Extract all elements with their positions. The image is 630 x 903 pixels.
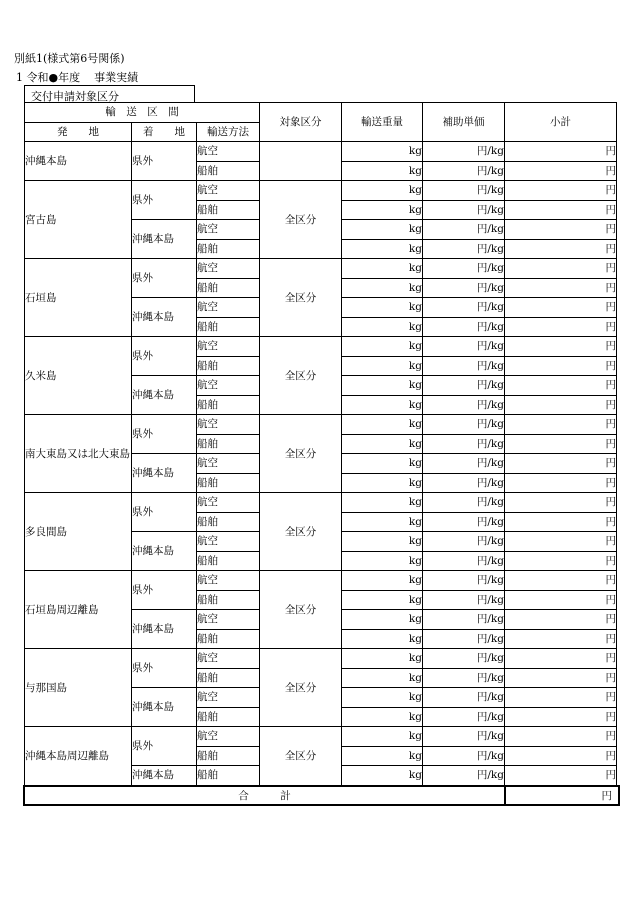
unit-price-cell[interactable] [423, 610, 505, 630]
weight-cell[interactable] [342, 337, 423, 357]
origin-cell: 沖縄本島周辺離島 [25, 727, 132, 786]
section-number: 1 [16, 71, 23, 84]
weight-unit: kg [408, 632, 422, 645]
weight-unit: kg [408, 730, 422, 743]
yen-unit: 円 [605, 457, 616, 470]
origin-cell: 久米島 [25, 337, 132, 415]
price-unit: 円/kg [476, 515, 504, 528]
unit-price-cell[interactable] [423, 532, 505, 552]
origin-cell: 石垣島周辺離島 [25, 571, 132, 649]
subtotal-cell[interactable] [505, 317, 617, 337]
origin-cell: 宮古島 [25, 181, 132, 259]
price-unit: 円/kg [476, 554, 504, 567]
method-cell: 船舶 [197, 551, 260, 571]
method-cell: 船舶 [197, 668, 260, 688]
category-cell[interactable]: 全区分 [260, 181, 342, 259]
weight-cell[interactable] [342, 493, 423, 513]
unit-price-header: 補助単価 [423, 103, 505, 142]
price-unit: 円/kg [476, 613, 504, 626]
table-row [25, 181, 617, 201]
method-cell: 航空 [197, 727, 260, 747]
method-cell: 船舶 [197, 395, 260, 415]
origin-cell: 与那国島 [25, 649, 132, 727]
form-label: 別紙1(様式第6号関係) [14, 52, 125, 65]
unit-price-cell[interactable] [423, 259, 505, 279]
subtotal-cell[interactable] [505, 746, 617, 766]
yen-unit: 円 [605, 418, 616, 431]
weight-cell[interactable] [342, 259, 423, 279]
subtotal-cell[interactable] [505, 200, 617, 220]
koufu-category-label: 交付申請対象区分 [31, 90, 119, 103]
unit-price-cell[interactable] [423, 239, 505, 259]
method-cell: 航空 [197, 688, 260, 708]
yen-unit: 円 [605, 632, 616, 645]
method-cell: 航空 [197, 415, 260, 435]
price-unit: 円/kg [476, 437, 504, 450]
method-cell: 航空 [197, 220, 260, 240]
weight-unit: kg [408, 496, 422, 509]
category-cell[interactable] [260, 142, 342, 181]
yen-unit: 円 [605, 242, 616, 255]
unit-price-cell[interactable] [423, 688, 505, 708]
weight-unit: kg [408, 418, 422, 431]
weight-unit: kg [408, 359, 422, 372]
destination-cell: 沖縄本島 [132, 766, 197, 786]
subtotal-cell[interactable] [505, 649, 617, 669]
weight-unit: kg [408, 749, 422, 762]
yen-unit: 円 [605, 554, 616, 567]
method-cell: 航空 [197, 298, 260, 318]
weight-cell[interactable] [342, 571, 423, 591]
weight-cell[interactable] [342, 298, 423, 318]
origin-cell: 南大東島又は北大東島 [25, 415, 132, 493]
weight-unit: kg [408, 554, 422, 567]
price-unit: 円/kg [476, 710, 504, 723]
weight-cell[interactable] [342, 454, 423, 474]
subtotal-cell[interactable] [505, 668, 617, 688]
method-cell: 航空 [197, 337, 260, 357]
method-cell: 航空 [197, 493, 260, 513]
price-unit: 円/kg [476, 769, 504, 782]
subtotal-cell[interactable] [505, 161, 617, 181]
destination-cell: 沖縄本島 [132, 610, 197, 649]
weight-cell[interactable] [342, 356, 423, 376]
price-unit: 円/kg [476, 749, 504, 762]
yen-unit: 円 [605, 223, 616, 236]
yen-unit: 円 [605, 301, 616, 314]
weight-unit: kg [408, 691, 422, 704]
koufu-category-box[interactable] [24, 85, 195, 103]
subtotal-cell[interactable] [505, 395, 617, 415]
subtotal-cell[interactable] [505, 259, 617, 279]
origin-cell: 沖縄本島 [25, 142, 132, 181]
subtotal-cell[interactable] [505, 766, 617, 786]
weight-unit: kg [408, 203, 422, 216]
total-table [23, 785, 620, 806]
category-cell[interactable]: 全区分 [260, 649, 342, 727]
method-cell: 船舶 [197, 161, 260, 181]
unit-price-cell[interactable] [423, 551, 505, 571]
method-cell: 航空 [197, 376, 260, 396]
price-unit: 円/kg [476, 457, 504, 470]
method-cell: 航空 [197, 181, 260, 201]
weight-unit: kg [408, 145, 422, 158]
yen-unit: 円 [605, 262, 616, 275]
yen-unit: 円 [605, 145, 616, 158]
section-era: 令和 [26, 71, 49, 84]
subtotal-cell[interactable] [505, 142, 617, 162]
yen-unit: 円 [605, 340, 616, 353]
weight-unit: kg [408, 535, 422, 548]
subtotal-cell[interactable] [505, 571, 617, 591]
price-unit: 円/kg [476, 242, 504, 255]
weight-unit: kg [408, 515, 422, 528]
method-cell: 船舶 [197, 434, 260, 454]
destination-cell: 県外 [132, 493, 197, 532]
total-label: 合 計 [24, 786, 505, 805]
unit-price-cell[interactable] [423, 181, 505, 201]
method-cell: 船舶 [197, 473, 260, 493]
subtotal-cell[interactable] [505, 298, 617, 318]
subtotal-cell[interactable] [505, 454, 617, 474]
subtotal-cell[interactable] [505, 512, 617, 532]
subtotal-cell[interactable] [505, 610, 617, 630]
total-unit: 円 [601, 790, 612, 802]
price-unit: 円/kg [476, 652, 504, 665]
destination-cell: 沖縄本島 [132, 298, 197, 337]
weight-cell[interactable] [342, 473, 423, 493]
weight-cell[interactable] [342, 688, 423, 708]
unit-price-cell[interactable] [423, 629, 505, 649]
destination-header: 着 地 [132, 122, 197, 142]
weight-unit: kg [408, 164, 422, 177]
weight-cell[interactable] [342, 707, 423, 727]
weight-cell[interactable] [342, 376, 423, 396]
yen-unit: 円 [605, 164, 616, 177]
subtotal-cell[interactable] [505, 629, 617, 649]
category-cell[interactable]: 全区分 [260, 259, 342, 337]
subtotal-cell[interactable] [505, 376, 617, 396]
subtotal-cell[interactable] [505, 473, 617, 493]
weight-unit: kg [408, 710, 422, 723]
price-unit: 円/kg [476, 593, 504, 606]
weight-unit: kg [408, 457, 422, 470]
method-cell: 船舶 [197, 512, 260, 532]
yen-unit: 円 [605, 574, 616, 587]
destination-cell: 県外 [132, 142, 197, 181]
yen-unit: 円 [605, 671, 616, 684]
category-header: 対象区分 [260, 103, 342, 142]
weight-cell[interactable] [342, 181, 423, 201]
price-unit: 円/kg [476, 145, 504, 158]
method-cell: 船舶 [197, 278, 260, 298]
weight-cell[interactable] [342, 512, 423, 532]
yen-unit: 円 [605, 476, 616, 489]
price-unit: 円/kg [476, 262, 504, 275]
weight-unit: kg [408, 301, 422, 314]
method-cell: 船舶 [197, 317, 260, 337]
weight-unit: kg [408, 671, 422, 684]
yen-unit: 円 [605, 281, 616, 294]
unit-price-cell[interactable] [423, 317, 505, 337]
price-unit: 円/kg [476, 671, 504, 684]
category-cell[interactable]: 全区分 [260, 493, 342, 571]
weight-cell[interactable] [342, 161, 423, 181]
weight-unit: kg [408, 769, 422, 782]
yen-unit: 円 [605, 593, 616, 606]
weight-unit: kg [408, 476, 422, 489]
weight-unit: kg [408, 398, 422, 411]
weight-unit: kg [408, 437, 422, 450]
destination-cell: 沖縄本島 [132, 376, 197, 415]
unit-price-cell[interactable] [423, 415, 505, 435]
weight-cell[interactable] [342, 746, 423, 766]
yen-unit: 円 [605, 398, 616, 411]
destination-cell: 沖縄本島 [132, 454, 197, 493]
total-row [24, 786, 619, 805]
subtotal-cell[interactable] [505, 493, 617, 513]
price-unit: 円/kg [476, 398, 504, 411]
subtotal-cell[interactable] [505, 337, 617, 357]
weight-unit: kg [408, 379, 422, 392]
subtotal-header: 小計 [505, 103, 617, 142]
unit-price-cell[interactable] [423, 590, 505, 610]
subtotal-cell[interactable] [505, 688, 617, 708]
origin-cell: 多良間島 [25, 493, 132, 571]
unit-price-cell[interactable] [423, 376, 505, 396]
method-cell: 航空 [197, 259, 260, 279]
weight-cell[interactable] [342, 142, 423, 162]
category-cell[interactable]: 全区分 [260, 337, 342, 415]
table-row [25, 415, 617, 435]
unit-price-cell[interactable] [423, 668, 505, 688]
price-unit: 円/kg [476, 184, 504, 197]
weight-cell[interactable] [342, 220, 423, 240]
section-heading [16, 69, 138, 85]
yen-unit: 円 [605, 535, 616, 548]
yen-unit: 円 [605, 203, 616, 216]
section-year: 年度 [58, 71, 81, 84]
price-unit: 円/kg [476, 632, 504, 645]
price-unit: 円/kg [476, 164, 504, 177]
transport-section-header: 輸 送 区 間 [25, 103, 260, 123]
destination-cell: 県外 [132, 415, 197, 454]
category-cell[interactable]: 全区分 [260, 571, 342, 649]
weight-unit: kg [408, 340, 422, 353]
weight-cell[interactable] [342, 415, 423, 435]
weight-unit: kg [408, 262, 422, 275]
header-row-1 [25, 103, 617, 123]
price-unit: 円/kg [476, 301, 504, 314]
subtotal-cell[interactable] [505, 590, 617, 610]
weight-unit: kg [408, 652, 422, 665]
yen-unit: 円 [605, 730, 616, 743]
yen-unit: 円 [605, 379, 616, 392]
weight-cell[interactable] [342, 532, 423, 552]
subtotal-cell[interactable] [505, 181, 617, 201]
weight-unit: kg [408, 613, 422, 626]
subtotal-cell[interactable] [505, 532, 617, 552]
destination-cell: 沖縄本島 [132, 220, 197, 259]
method-cell: 船舶 [197, 239, 260, 259]
method-cell: 船舶 [197, 746, 260, 766]
table-row [25, 649, 617, 669]
destination-cell: 県外 [132, 259, 197, 298]
table-row [25, 571, 617, 591]
unit-price-cell[interactable] [423, 473, 505, 493]
unit-price-cell[interactable] [423, 220, 505, 240]
yen-unit: 円 [605, 359, 616, 372]
unit-price-cell[interactable] [423, 766, 505, 786]
total-amount-cell[interactable] [505, 786, 619, 805]
unit-price-cell[interactable] [423, 649, 505, 669]
unit-price-cell[interactable] [423, 727, 505, 747]
yen-unit: 円 [605, 710, 616, 723]
price-unit: 円/kg [476, 379, 504, 392]
category-cell[interactable]: 全区分 [260, 415, 342, 493]
yen-unit: 円 [605, 437, 616, 450]
method-cell: 船舶 [197, 200, 260, 220]
subtotal-cell[interactable] [505, 220, 617, 240]
weight-cell[interactable] [342, 434, 423, 454]
unit-price-cell[interactable] [423, 493, 505, 513]
unit-price-cell[interactable] [423, 278, 505, 298]
method-cell: 船舶 [197, 356, 260, 376]
unit-price-cell[interactable] [423, 298, 505, 318]
results-table [24, 102, 617, 786]
table-row [25, 259, 617, 279]
weight-unit: kg [408, 242, 422, 255]
section-title: 事業実績 [94, 71, 139, 84]
price-unit: 円/kg [476, 730, 504, 743]
origin-header: 発 地 [25, 122, 132, 142]
destination-cell: 県外 [132, 337, 197, 376]
method-cell: 船舶 [197, 590, 260, 610]
weight-cell[interactable] [342, 629, 423, 649]
weight-unit: kg [408, 223, 422, 236]
unit-price-cell[interactable] [423, 454, 505, 474]
weight-cell[interactable] [342, 200, 423, 220]
unit-price-cell[interactable] [423, 161, 505, 181]
weight-unit: kg [408, 281, 422, 294]
subtotal-cell[interactable] [505, 727, 617, 747]
method-cell: 航空 [197, 649, 260, 669]
destination-cell: 県外 [132, 571, 197, 610]
subtotal-cell[interactable] [505, 278, 617, 298]
weight-cell[interactable] [342, 551, 423, 571]
yen-unit: 円 [605, 613, 616, 626]
destination-cell: 沖縄本島 [132, 532, 197, 571]
price-unit: 円/kg [476, 418, 504, 431]
weight-unit: kg [408, 320, 422, 333]
subtotal-cell[interactable] [505, 356, 617, 376]
table-row [25, 337, 617, 357]
table-row [25, 727, 617, 747]
method-cell: 航空 [197, 454, 260, 474]
weight-cell[interactable] [342, 610, 423, 630]
yen-unit: 円 [605, 320, 616, 333]
destination-cell: 沖縄本島 [132, 688, 197, 727]
method-cell: 航空 [197, 571, 260, 591]
weight-cell[interactable] [342, 649, 423, 669]
yen-unit: 円 [605, 496, 616, 509]
price-unit: 円/kg [476, 320, 504, 333]
price-unit: 円/kg [476, 496, 504, 509]
price-unit: 円/kg [476, 203, 504, 216]
weight-cell[interactable] [342, 590, 423, 610]
price-unit: 円/kg [476, 359, 504, 372]
price-unit: 円/kg [476, 476, 504, 489]
weight-cell[interactable] [342, 239, 423, 259]
subtotal-cell[interactable] [505, 707, 617, 727]
unit-price-cell[interactable] [423, 200, 505, 220]
origin-cell: 石垣島 [25, 259, 132, 337]
weight-unit: kg [408, 574, 422, 587]
yen-unit: 円 [605, 652, 616, 665]
yen-unit: 円 [605, 691, 616, 704]
weight-header: 輸送重量 [342, 103, 423, 142]
method-cell: 船舶 [197, 707, 260, 727]
unit-price-cell[interactable] [423, 356, 505, 376]
price-unit: 円/kg [476, 535, 504, 548]
unit-price-cell[interactable] [423, 395, 505, 415]
section-year-mark: ● [48, 71, 59, 84]
method-cell: 航空 [197, 610, 260, 630]
price-unit: 円/kg [476, 574, 504, 587]
weight-unit: kg [408, 593, 422, 606]
method-header: 輸送方法 [197, 122, 260, 142]
subtotal-cell[interactable] [505, 415, 617, 435]
subtotal-cell[interactable] [505, 434, 617, 454]
method-cell: 航空 [197, 142, 260, 162]
weight-cell[interactable] [342, 317, 423, 337]
price-unit: 円/kg [476, 223, 504, 236]
weight-cell[interactable] [342, 668, 423, 688]
method-cell: 船舶 [197, 629, 260, 649]
destination-cell: 県外 [132, 649, 197, 688]
weight-cell[interactable] [342, 727, 423, 747]
weight-cell[interactable] [342, 278, 423, 298]
table-row [25, 493, 617, 513]
yen-unit: 円 [605, 184, 616, 197]
yen-unit: 円 [605, 515, 616, 528]
subtotal-cell[interactable] [505, 551, 617, 571]
subtotal-cell[interactable] [505, 239, 617, 259]
unit-price-cell[interactable] [423, 434, 505, 454]
unit-price-cell[interactable] [423, 707, 505, 727]
category-cell[interactable]: 全区分 [260, 727, 342, 786]
unit-price-cell[interactable] [423, 337, 505, 357]
weight-cell[interactable] [342, 766, 423, 786]
weight-unit: kg [408, 184, 422, 197]
yen-unit: 円 [605, 749, 616, 762]
method-cell: 航空 [197, 532, 260, 552]
price-unit: 円/kg [476, 281, 504, 294]
weight-cell[interactable] [342, 395, 423, 415]
unit-price-cell[interactable] [423, 746, 505, 766]
unit-price-cell[interactable] [423, 142, 505, 162]
method-cell: 船舶 [197, 766, 260, 786]
yen-unit: 円 [605, 769, 616, 782]
table-row [25, 142, 617, 162]
destination-cell: 県外 [132, 181, 197, 220]
price-unit: 円/kg [476, 340, 504, 353]
unit-price-cell[interactable] [423, 512, 505, 532]
price-unit: 円/kg [476, 691, 504, 704]
destination-cell: 県外 [132, 727, 197, 766]
unit-price-cell[interactable] [423, 571, 505, 591]
